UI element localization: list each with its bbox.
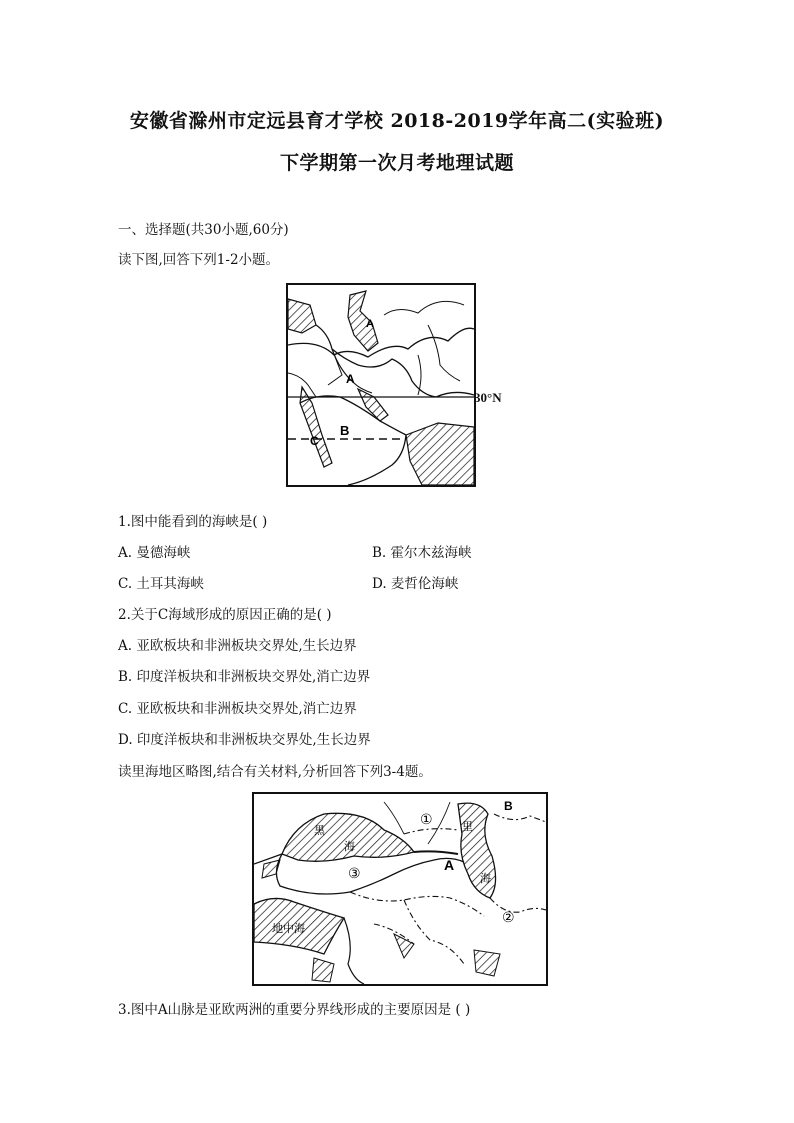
map2-label-black-sea-1: 黑 xyxy=(314,824,325,837)
map2-label-2: ② xyxy=(502,910,515,926)
caspian-region-map xyxy=(252,792,548,986)
map1-label-c: C xyxy=(310,434,319,448)
question-2-option-a: A. 亚欧板块和非洲板块交界处,生长边界 xyxy=(118,638,357,654)
question-2-option-c: C. 亚欧板块和非洲板块交界处,消亡边界 xyxy=(118,701,357,717)
map2-label-3: ③ xyxy=(348,866,361,882)
map2-label-a: A xyxy=(444,857,455,873)
map2-label-black-sea-2: 海 xyxy=(344,840,355,853)
map1-label-a-mid: A xyxy=(346,372,355,386)
map2-label-caspian-1: 里 xyxy=(462,820,473,833)
map1-label-a-top: A xyxy=(366,318,374,330)
intro-q1-2: 读下图,回答下列1-2小题。 xyxy=(118,252,280,268)
map2-label-caspian-2: 海 xyxy=(480,872,491,885)
map2-label-1: ① xyxy=(420,812,433,828)
middle-east-map-drawing xyxy=(288,285,474,485)
question-1-stem: 1.图中能看到的海峡是( ) xyxy=(118,514,268,530)
question-1-option-a: A. 曼德海峡 xyxy=(118,545,191,561)
intro-q3-4: 读里海地区略图,结合有关材料,分析回答下列3-4题。 xyxy=(118,764,432,780)
middle-east-map xyxy=(286,283,476,487)
map1-label-30n: 30°N xyxy=(474,390,502,405)
map1-label-b: B xyxy=(340,423,350,438)
question-1-option-c: C. 土耳其海峡 xyxy=(118,576,204,592)
map2-label-b: B xyxy=(504,799,513,813)
question-1-option-d: D. 麦哲伦海峡 xyxy=(372,576,459,592)
page-title-line2: 下学期第一次月考地理试题 xyxy=(279,152,514,174)
section-heading: 一、选择题(共30小题,60分) xyxy=(118,222,289,238)
map2-label-mediterranean: 地中海 xyxy=(272,922,305,935)
caspian-region-map-drawing xyxy=(254,794,546,984)
question-2-option-b: B. 印度洋板块和非洲板块交界处,消亡边界 xyxy=(118,669,371,685)
page-title-line1: 安徽省滁州市定远县育才学校 2018-2019学年高二(实验班) xyxy=(129,110,665,132)
question-2-option-d: D. 印度洋板块和非洲板块交界处,生长边界 xyxy=(118,732,371,748)
question-3-stem: 3.图中A山脉是亚欧两洲的重要分界线形成的主要原因是 ( ) xyxy=(118,1002,471,1018)
question-2-stem: 2.关于C海域形成的原因正确的是( ) xyxy=(118,607,332,623)
question-1-option-b: B. 霍尔木兹海峡 xyxy=(372,545,472,561)
